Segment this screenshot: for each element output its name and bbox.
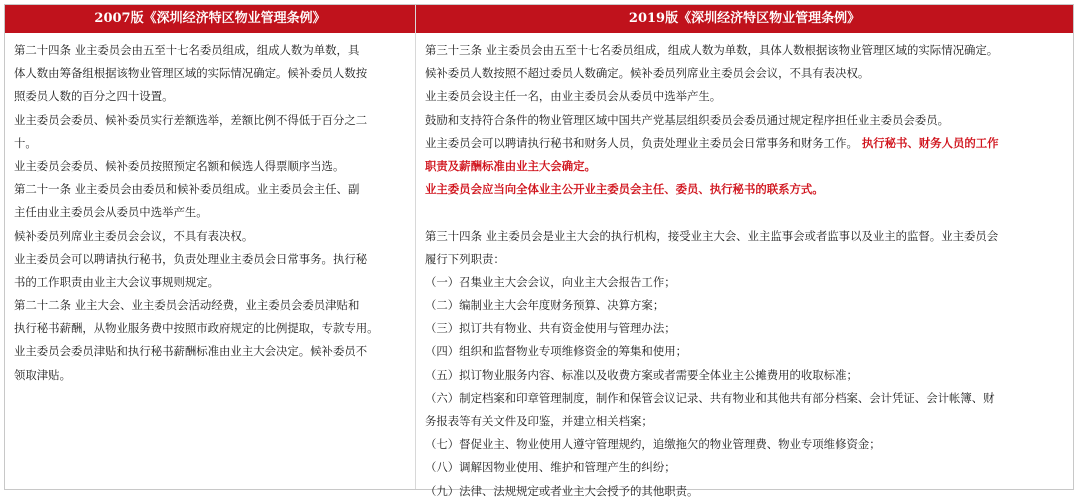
text-line: 鼓励和支持符合条件的物业管理区域中国共产党基层组织委员会委员通过规定程序担任业主委员会委员。 [425, 112, 949, 127]
text-line: 领取津贴。 [14, 367, 71, 382]
text-line: 书的工作职责由业主大会议事规则规定。 [14, 274, 220, 289]
text-line: 业主委员会设主任一名，由业主委员会从委员中选举产生。 [425, 89, 722, 104]
text-line: 第三十四条 业主委员会是业主大会的执行机构，接受业主大会、业主监事会或者监事以及业主的监督。业主委员会 [425, 228, 999, 243]
header-2019: 2019版《深圳经济特区物业管理条例》 [416, 5, 1073, 33]
text-line: 第二十二条 业主大会、业主委员会活动经费，业主委员会委员津贴和 [14, 298, 360, 313]
text-line-mixed [425, 132, 1071, 155]
text-line: 候补委员人数按照不超过委员人数确定。候补委员列席业主委员会会议，不具有表决权。 [425, 66, 870, 81]
comparison-table [4, 4, 1074, 498]
text-line: 业主委员会可以聘请执行秘书，负责处理业主委员会日常事务。执行秘 [14, 251, 368, 266]
text-line: 第三十三条 业主委员会由五至十七名委员组成，组成人数为单数，具体人数根据该物业管理区域的实际情况确定。 [425, 43, 999, 57]
text-line: （三）拟订共有物业、共有资金使用与管理办法； [425, 321, 676, 336]
text-line: 履行下列职责： [425, 251, 505, 266]
text-line: （六）制定档案和印章管理制度，制作和保管会议记录、共有物业和其他共有部分档案、会计凭证、会计帐簿、财 [425, 390, 995, 405]
highlight-line: 职责及薪酬标准由业主大会确定。 [425, 158, 596, 173]
text-line: 照委员人数的百分之四十设置。 [14, 89, 174, 104]
text-line: 第二十一条 业主委员会由委员和候补委员组成。业主委员会主任、副 [14, 182, 360, 197]
column-divider [415, 5, 416, 489]
highlight-text: 执行秘书、财务人员的工作 [857, 135, 999, 150]
text-line: （一）召集业主大会会议，向业主大会报告工作； [425, 274, 676, 289]
highlight-line: 业主委员会应当向全体业主公开业主委员会主任、委员、执行秘书的联系方式。 [425, 182, 824, 197]
column-2007-text [14, 39, 412, 387]
text-line: 务报表等有关文件及印鉴，并建立相关档案； [425, 414, 653, 428]
header-2007: 2007版《深圳经济特区物业管理条例》 [5, 5, 415, 33]
text-line: （二）编制业主大会年度财务预算、决算方案； [425, 298, 665, 313]
text-segment: 业主委员会可以聘请执行秘书和财务人员，负责处理业主委员会日常事务和财务工作。 [425, 135, 858, 150]
text-line: 候补委员列席业主委员会会议，不具有表决权。 [14, 228, 254, 243]
text-line: （七）督促业主、物业使用人遵守管理规约，追缴拖欠的物业管理费、物业专项维修资金； [425, 437, 881, 452]
text-line: （五）拟订物业服务内容、标准以及收费方案或者需要全体业主公摊费用的收取标准； [425, 367, 858, 382]
text-line: 执行秘书薪酬，从物业服务费中按照市政府规定的比例提取，专款专用。 [14, 321, 379, 336]
text-line: 体人数由筹备组根据该物业管理区域的实际情况确定。候补委员人数按 [14, 66, 368, 81]
text-line: 第二十四条 业主委员会由五至十七名委员组成，组成人数为单数，具 [14, 43, 360, 57]
column-2019-text [425, 39, 1071, 503]
text-line: （九）法律、法规规定或者业主大会授予的其他职责。 [425, 483, 699, 498]
text-line: 十。 [14, 135, 37, 150]
text-line: （四）组织和监督物业专项维修资金的筹集和使用； [425, 344, 687, 359]
text-line: 业主委员会委员、候补委员按照预定名额和候选人得票顺序当选。 [14, 158, 345, 173]
text-line: 业主委员会委员、候补委员实行差额选举，差额比例不得低于百分之二 [14, 112, 368, 127]
text-line: 业主委员会委员津贴和执行秘书薪酬标准由业主大会决定。候补委员不 [14, 344, 368, 359]
paragraph-gap [425, 201, 1071, 224]
text-line: 主任由业主委员会从委员中选举产生。 [14, 205, 208, 220]
text-line: （八）调解因物业使用、维护和管理产生的纠纷； [425, 460, 676, 475]
